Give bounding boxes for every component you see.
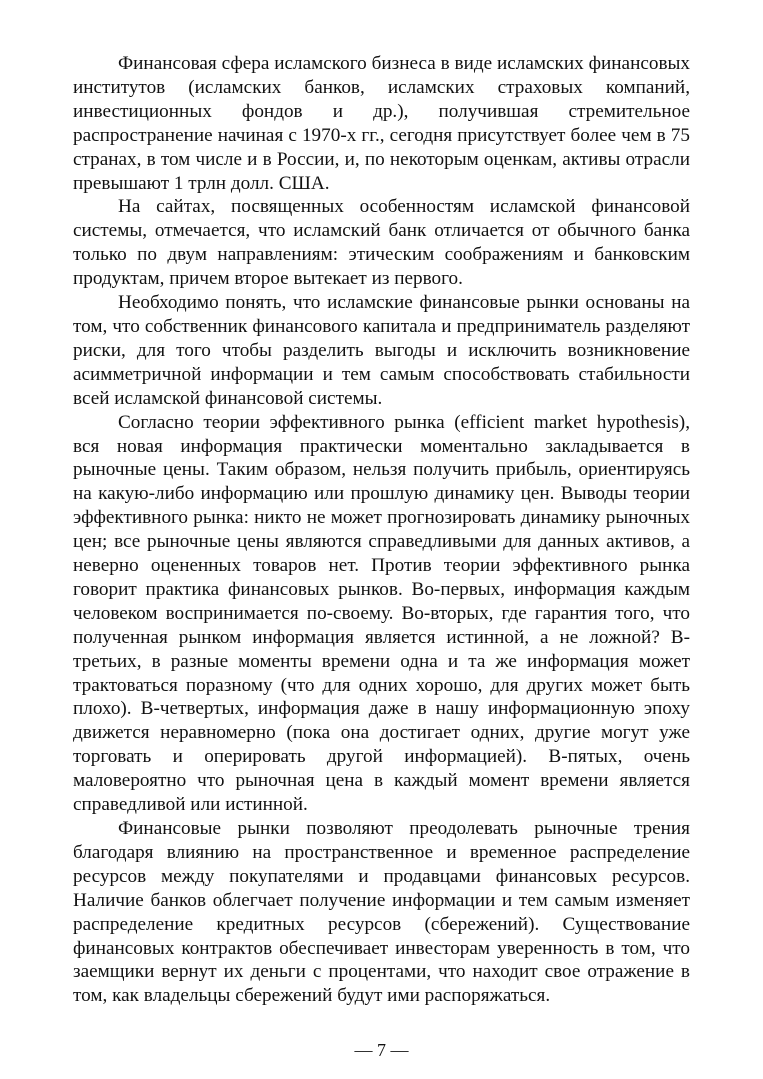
paragraph-risk-sharing: Необходимо понять, что исламские финансовые рынки основаны на том, что собственник финансового капитала и предприниматель разделяют риски, для того чтобы разделить выгоды и исключить возникновение асимметричной информации и тем самым способствовать стабильности всей исламской финансовой системы. [73, 292, 690, 409]
paragraph-islamic-finance-sphere: Финансовая сфера исламского бизнеса в виде исламских финансовых институтов (исламских банков, исламских страховых компаний, инвестиционных фондов и др.), получившая стремительное распространение начиная с 1970-х гг., сегодня присутствует более чем в 75 странах, в том числе и в России, и, по некоторым оценкам, активы отрасли превышают 1 трлн долл. США. [73, 53, 690, 194]
paragraph-islamic-bank-differences: На сайтах, посвященных особенностям исламской финансовой системы, отмечается, что исламский банк отличается от обычного банка только по двум направлениям: этическим соображениям и банковским продуктам, причем второе вытекает из первого. [73, 196, 690, 290]
paragraph-efficient-market: Согласно теории эффективного рынка (efficient market hypothesis), вся новая информация практически моментально закладывается в рыночные цены. Таким образом, нельзя получить прибыль, ориентируясь на какую-либо информацию или прошлую динамику цен. Выводы теории эффективного рынка: никто не может прогнозировать динамику рыночных цен; все рыночные цены являются справедливыми для данных активов, а неверно оцененных товаров нет. Против теории эффективного рынка говорит практика финансовых рынков. Во-первых, информация каждым человеком воспринимается по-своему. Во-вторых, где гарантия того, что полученная рынком информация является истинной, а не ложной? В-третьих, в разные моменты времени одна и та же информация может трактоваться поразному (что для одних хорошо, для других может быть плохо). В-четвертых, информация даже в нашу информационную эпоху движется неравномерно (пока она достигает одних, другие могут уже торговать и оперировать другой информацией). В-пятых, очень маловероятно что рыночная цена в каждый момент времени является справедливой или истинной. [73, 411, 690, 816]
paragraph-market-frictions: Финансовые рынки позволяют преодолевать рыночные трения благодаря влиянию на пространственное и временное распределение ресурсов между покупателями и продавцами финансовых ресурсов. Наличие банков облегчает получение информации и тем самым изменяет распределение кредитных ресурсов (сбережений). Существование финансовых контрактов обеспечивает инвесторам уверенность в том, что заемщики вернут их деньги с процентами, что находит свое отражение в том, как владельцы сбережений будут ими распоряжаться. [73, 818, 690, 1007]
page-body [73, 52, 690, 1008]
page-number: — 7 — [354, 1040, 409, 1060]
